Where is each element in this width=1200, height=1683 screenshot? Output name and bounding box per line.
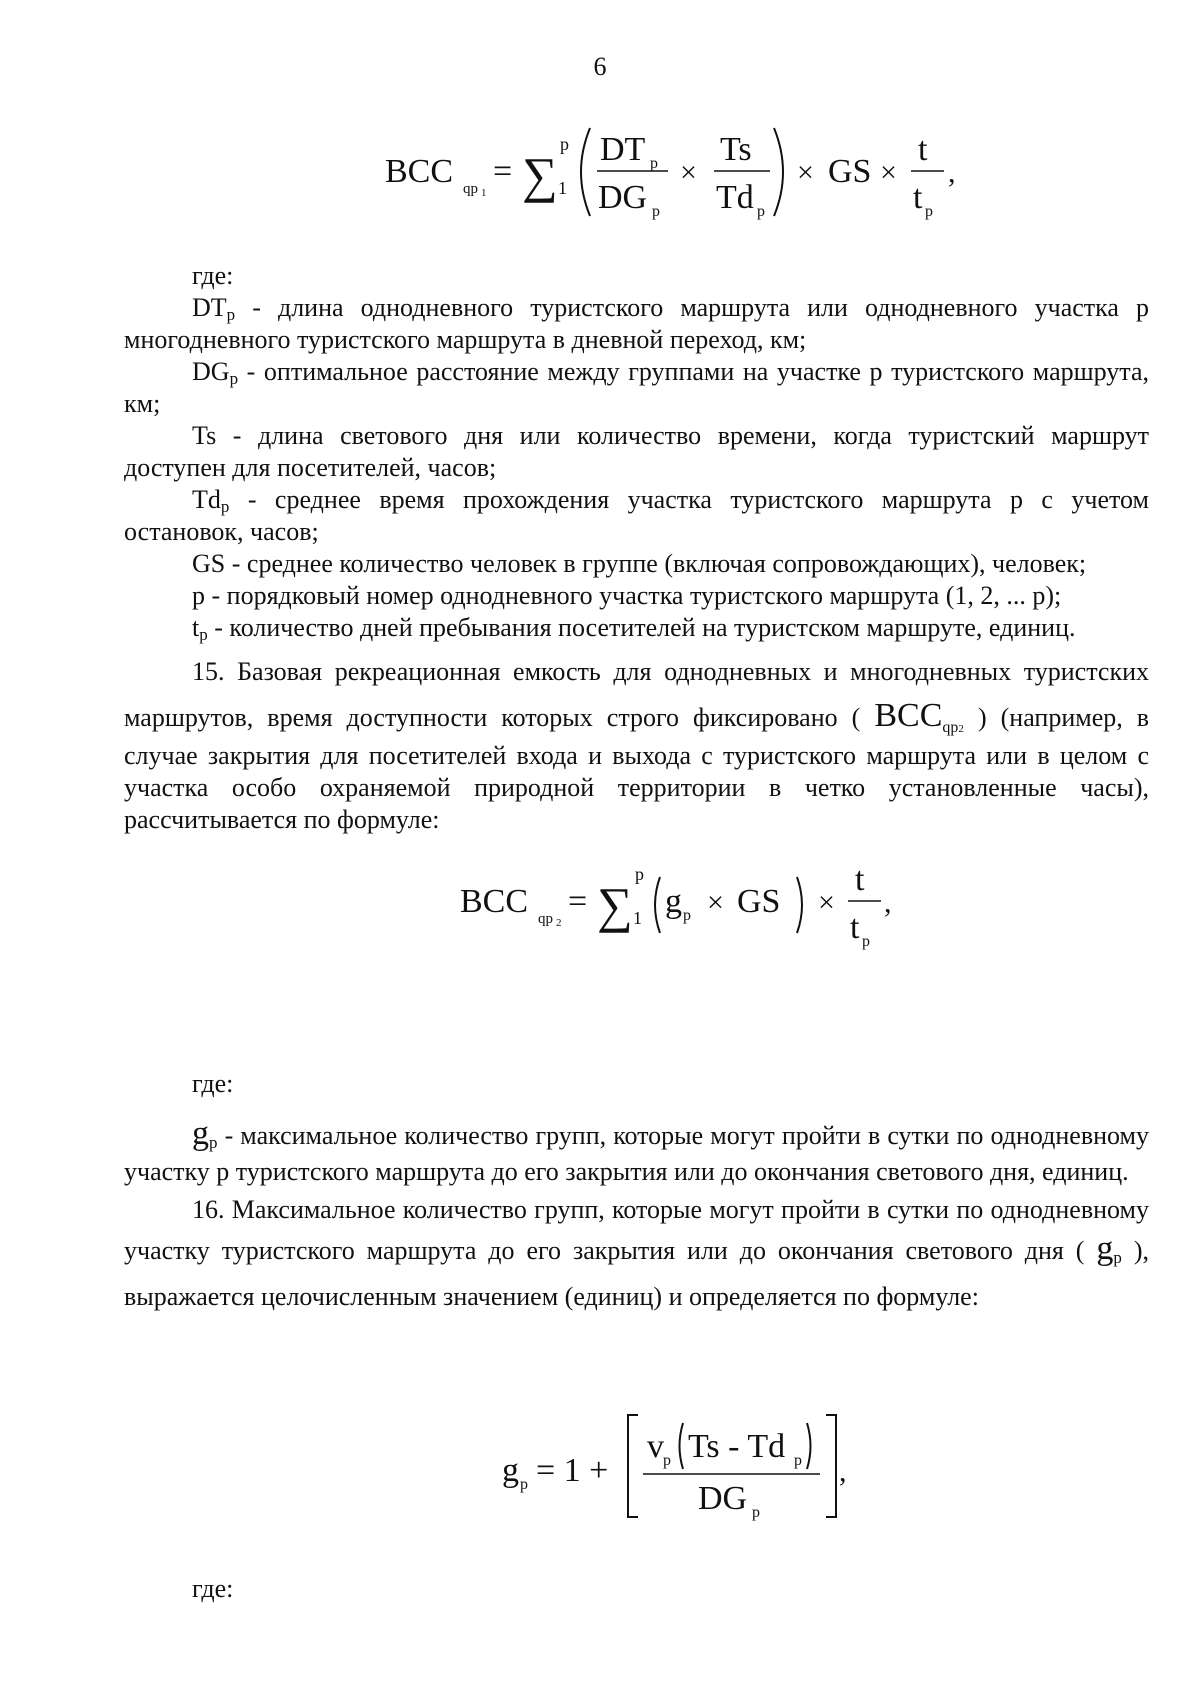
- f2-sigma: ∑: [597, 877, 633, 933]
- para-15-line1: 15. Базовая рекреационная емкость для однодневных и многодневных: [192, 657, 1012, 686]
- para-15-line2-pre: туристских маршрутов, время доступности которых строго фиксировано (: [124, 657, 1149, 732]
- f3-den: DG: [698, 1480, 748, 1517]
- para-15-bcc-symbol: $BCC_{qp2}$: [874, 697, 964, 736]
- f1-lhs: BCC: [385, 153, 454, 190]
- f1-t-den-sub: p: [925, 203, 933, 220]
- f2-t-num: t: [855, 861, 865, 898]
- f1-sigma-bottom: 1: [558, 178, 567, 198]
- f1-den2: Td: [716, 179, 754, 216]
- f1-sigma-top: p: [560, 134, 569, 154]
- definitions-block-1: [124, 260, 1149, 836]
- f2-paren-left: [655, 877, 660, 933]
- f3-bracket-right: [826, 1415, 836, 1517]
- f2-times1: ×: [707, 886, 724, 919]
- f3-lhs-sub: p: [520, 1476, 528, 1493]
- f3-num-v: v: [647, 1428, 664, 1465]
- f1-paren-left: [581, 128, 590, 216]
- para-15-line4: маршрута или в целом с участка особо охраняемой природной территории в четко: [124, 741, 1150, 802]
- f3-num-v-sub: p: [663, 1452, 671, 1469]
- def-dtp: $DT_p$ - длина однодневного туристского маршрута или однодневного участка р многодневного туристского маршрута в дневной переход, км;: [124, 293, 1149, 354]
- f2-paren-right: [797, 877, 802, 933]
- def-gs: GS - среднее количество человек в группе (включая сопровождающих), человек;: [192, 549, 1087, 578]
- def-dgp: $DG_p$ - оптимальное расстояние между группами на участке р туристского маршрута, км;: [124, 357, 1150, 418]
- def-gp: $g_p$ - максимальное количество групп, которые могут пройти в сутки по однодневному участку р туристского маршрута до его закрытия или до окончания светового дня, единиц.: [124, 1115, 1149, 1186]
- f3-comma: ,: [839, 1455, 847, 1488]
- f1-num1: DT: [600, 131, 646, 168]
- f3-paren-left: [680, 1423, 684, 1469]
- f3-den-sub: p: [752, 1504, 760, 1521]
- f3-eq: = 1 +: [536, 1452, 609, 1489]
- f1-paren-right: [774, 128, 783, 216]
- f3-bracket-left: [628, 1415, 638, 1517]
- formula-bcc-qp2: [0, 852, 1200, 972]
- where-label-3: где:: [192, 1574, 234, 1603]
- f1-t-num: t: [918, 131, 928, 168]
- f2-lhs: BCC: [460, 883, 529, 920]
- f2-comma: ,: [884, 886, 892, 919]
- f1-comma: ,: [948, 156, 956, 189]
- f2-times2: ×: [818, 886, 835, 919]
- f3-paren-right: [807, 1423, 811, 1469]
- f1-num1-sub: p: [650, 155, 658, 172]
- def-tdp: $Td_p$ - среднее время прохождения участка туристского маршрута р с учетом остановок, часов;: [124, 485, 1149, 546]
- f1-sigma: ∑: [522, 147, 558, 203]
- f1-times3: ×: [880, 156, 897, 189]
- f1-eq: =: [493, 153, 513, 190]
- f1-den2-sub: p: [757, 203, 765, 220]
- f3-lhs: g: [502, 1452, 519, 1489]
- para-15: 15. Базовая рекреационная емкость для однодневных и многодневных туристских маршрутов, время доступности которых строго фиксировано ( $BCC_{qp2}$ ) (например, в случае закрытия для посетителей входа и выхода с туристского маршрута или в целом с участка особо охраняемой природной территории в четко установленные часы), рассчитывается по формуле:: [124, 657, 1150, 834]
- f1-lhs-sub: qp: [463, 181, 478, 197]
- f1-num2: Ts: [720, 131, 752, 168]
- para-15-line3: (например, в случае закрытия для посетителей входа и выхода с туристского: [124, 703, 1150, 770]
- page-number: 6: [593, 52, 607, 81]
- f2-lhs-sub: qp: [538, 911, 553, 927]
- where-label-2: где:: [192, 1069, 234, 1098]
- f1-den1: DG: [598, 179, 648, 216]
- definitions-block-2: [124, 1068, 1149, 1320]
- f1-t-den: t: [913, 179, 923, 216]
- f3-num-ts: Ts - Td: [688, 1428, 786, 1465]
- f1-gs: GS: [828, 153, 872, 190]
- formula-bcc-qp1: [0, 110, 1200, 240]
- f1-times2: ×: [797, 156, 814, 189]
- para-16: 16. Максимальное количество групп, которые могут пройти в сутки по однодневному участку туристского маршрута до его закрытия или до окончания светового дня ( $g_p$ ), выражается целочисленным значением (единиц) и определяется по формуле:: [124, 1195, 1150, 1311]
- def-tp: $t_p$ - количество дней пребывания посетителей на туристском маршруте, единиц.: [192, 613, 1076, 644]
- def-p: p - порядковый номер однодневного участка туристского маршрута (1, 2, ... p);: [192, 581, 1062, 610]
- f2-t-den: t: [850, 909, 860, 946]
- f2-sigma-top: p: [635, 864, 644, 884]
- f2-g: g: [665, 883, 682, 920]
- where-label-1: где:: [192, 261, 234, 290]
- f3-num-td-sub: p: [794, 1452, 802, 1469]
- formula-gp: [0, 1405, 1200, 1535]
- para-15-line5: установленные часы), рассчитывается по формуле:: [124, 773, 1149, 834]
- f1-lhs-sub-idx: 1: [481, 187, 487, 199]
- f2-t-den-sub: p: [862, 933, 870, 950]
- f1-times1: ×: [680, 156, 697, 189]
- f2-eq: =: [568, 883, 588, 920]
- def-ts: Ts - длина светового дня или количество времени, когда туристский маршрут доступен для посетителей, часов;: [124, 421, 1149, 482]
- f2-sigma-bottom: 1: [633, 908, 642, 928]
- f2-g-sub: p: [683, 907, 691, 924]
- f1-den1-sub: p: [652, 203, 660, 220]
- f2-lhs-sub-idx: 2: [556, 917, 562, 929]
- f2-gs: GS: [737, 883, 781, 920]
